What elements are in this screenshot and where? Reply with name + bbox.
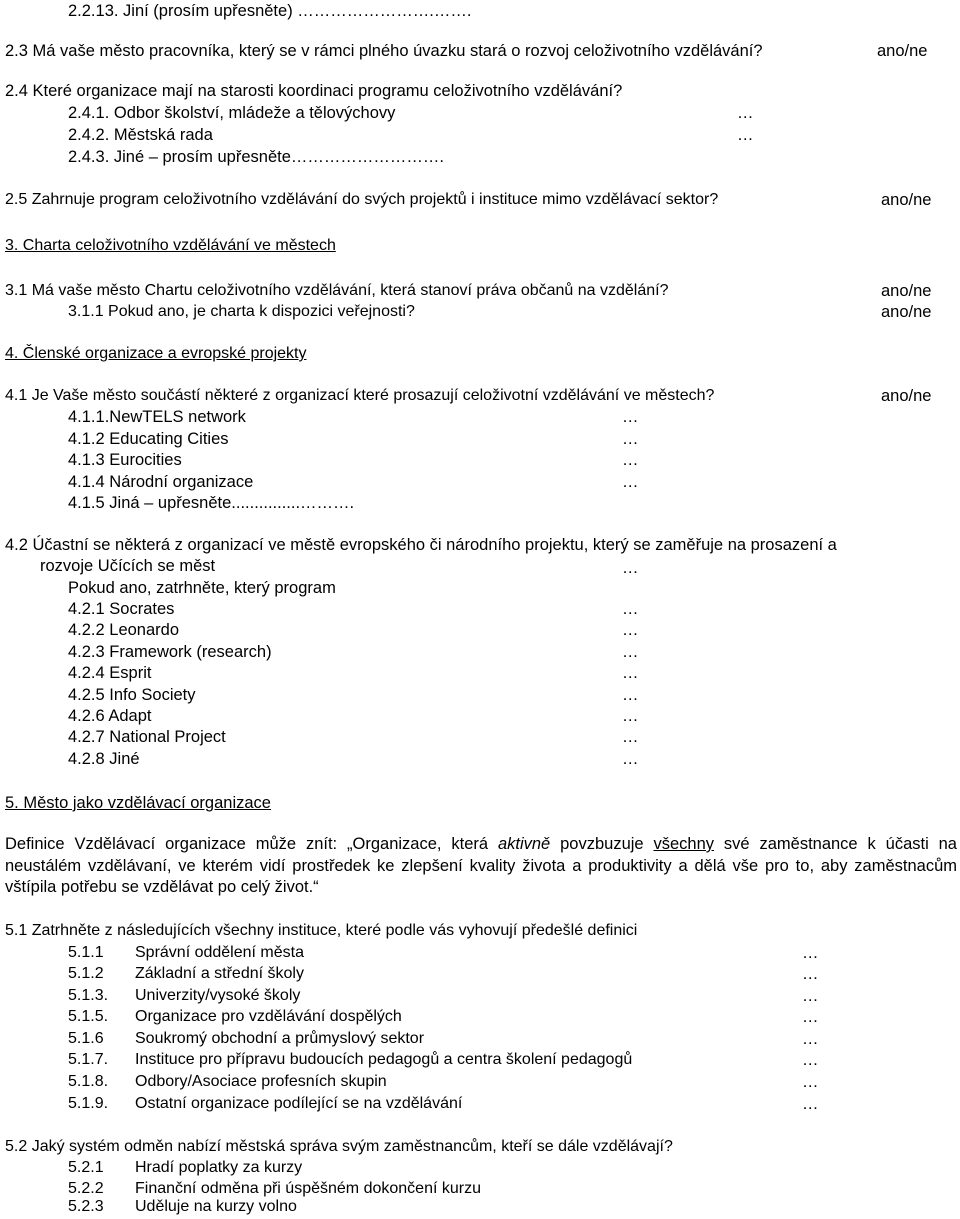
list-item-dots[interactable]: … [622,430,639,448]
list-item-number: 5.2.1 [68,1159,104,1176]
list-item: Finanční odměna při úspěšném dokončení kurzu [135,1180,481,1197]
question-4-2-line2: rozvoje Učících se měst [40,557,216,575]
section-3-heading: 3. Charta celoživotního vzdělávání ve městech [5,237,336,254]
list-item-number: 5.2.3 [68,1198,104,1215]
section-4-heading: 4. Členské organizace a evropské projekty [5,345,307,362]
question-4-2-line1: 4.2 Účastní se některá z organizací ve městě evropského či národního projektu, který se zaměřuje na prosazení a [5,536,837,554]
definition-text-a: Definice Vzdělávací organizace může znít: „Organizace, která [5,835,498,853]
list-item: 4.2.6 Adapt [68,707,152,725]
list-item: 4.2.3 Framework (research) [68,643,272,661]
item-2-4-2-dots[interactable]: … [737,126,754,144]
question-4-2-dots[interactable]: … [622,559,639,577]
answer-3-1[interactable]: ano/ne [881,282,932,300]
list-item-dots[interactable]: … [802,1008,819,1026]
list-item-dots[interactable]: … [622,728,639,746]
list-item: 4.1.1.NewTELS network [68,408,246,426]
list-item-dots[interactable]: … [802,1030,819,1048]
list-item-dots[interactable]: … [802,1073,819,1091]
list-item: 4.1.3 Eurocities [68,451,182,469]
list-item-dots[interactable]: … [622,473,639,491]
list-item-dots[interactable]: … [622,408,639,426]
list-item: Univerzity/vysoké školy [135,987,301,1004]
list-item-dots[interactable]: … [802,987,819,1005]
item-2-4-3: 2.4.3. Jiné – prosím upřesněte………………………. [68,148,444,166]
item-2-4-1: 2.4.1. Odbor školství, mládeže a tělovýchovy [68,104,396,122]
list-item: Soukromý obchodní a průmyslový sektor [135,1030,425,1047]
list-item-number: 5.2.2 [68,1180,104,1197]
list-item-dots[interactable]: … [622,686,639,704]
list-item: Odbory/Asociace profesních skupin [135,1073,387,1090]
answer-2-5[interactable]: ano/ne [881,191,932,209]
list-item-number: 5.1.1 [68,944,104,961]
list-item: Instituce pro přípravu budoucích pedagogů a centra školení pedagogů [135,1051,633,1068]
question-4-1: 4.1 Je Vaše město součástí některé z organizací které prosazují celoživotní vzdělávání ve městech? [5,387,715,404]
item-2-4-2: 2.4.2. Městská rada [68,126,213,144]
item-2-4-1-dots[interactable]: … [737,104,754,122]
answer-3-1-1[interactable]: ano/ne [881,303,932,321]
list-item: 4.1.2 Educating Cities [68,430,229,448]
list-item: 4.2.1 Socrates [68,600,175,618]
question-2-5: 2.5 Zahrnuje program celoživotního vzdělávání do svých projektů i instituce mimo vzdělávací sektor? [5,191,719,208]
question-3-1-1: 3.1.1 Pokud ano, je charta k dispozici veřejnosti? [68,303,415,320]
list-item-dots[interactable]: … [622,750,639,768]
question-3-1: 3.1 Má vaše město Chartu celoživotního vzdělávání, která stanoví práva občanů na vzdělání? [5,282,669,299]
definition-text-c: své zaměstnance k účasti na neustálém vzdělávaní, ve kterém vidí prostředek ke zlepšení kvality života a produktivity a dělá vše pro to, aby zaměstnacům vštípila potřebu se vzdělávat po celý život.“ [5,835,957,896]
question-5-2: 5.2 Jaký systém odměn nabízí městská správa svým zaměstnancům, kteří se dále vzdělávají? [5,1138,673,1155]
list-item: 4.1.4 Národní organizace [68,473,254,491]
list-item: 4.2.4 Esprit [68,664,152,682]
definition-text-b: povzbuzuje [550,835,654,853]
list-item-number: 5.1.3. [68,987,109,1004]
question-4-2-sub: Pokud ano, zatrhněte, který program [68,579,336,597]
item-2-2-13: 2.2.13. Jiní (prosím upřesněte) …………………….……. [68,2,472,20]
list-item-number: 5.1.6 [68,1030,104,1047]
list-item-dots[interactable]: … [622,664,639,682]
answer-4-1[interactable]: ano/ne [881,387,932,405]
list-item-number: 5.1.8. [68,1073,109,1090]
list-item-number: 5.1.7. [68,1051,109,1068]
list-item-dots[interactable]: … [622,643,639,661]
list-item-number: 5.1.2 [68,965,104,982]
list-item: Uděluje na kurzy volno [135,1198,297,1215]
list-item: Ostatní organizace podílející se na vzdělávání [135,1095,463,1112]
list-item: Základní a střední školy [135,965,304,982]
list-item: 4.2.5 Info Society [68,686,196,704]
list-item-number: 5.1.5. [68,1008,109,1025]
list-item-dots[interactable]: … [802,1051,819,1069]
question-2-4: 2.4 Které organizace mají na starosti koordinaci programu celoživotního vzdělávání? [5,82,623,100]
definition-emphasis: aktivně [497,835,551,853]
list-item-dots[interactable]: … [802,944,819,962]
section-5-heading: 5. Město jako vzdělávací organizace [5,794,271,812]
question-5-1: 5.1 Zatrhněte z následujících všechny instituce, které podle vás vyhovují předešlé definici [5,922,638,939]
list-item-number: 5.1.9. [68,1095,109,1112]
definition-underlined: všechny [653,835,715,853]
list-item: Hradí poplatky za kurzy [135,1159,303,1176]
list-item: 4.2.7 National Project [68,728,226,746]
list-item-dots[interactable]: … [622,451,639,469]
question-2-3: 2.3 Má vaše město pracovníka, který se v rámci plného úvazku stará o rozvoj celoživotního vzdělávání? [5,42,763,60]
list-item-dots[interactable]: … [802,1095,819,1113]
list-item: Organizace pro vzdělávání dospělých [135,1008,402,1025]
list-item-dots[interactable]: … [802,965,819,983]
list-item-dots[interactable]: … [622,707,639,725]
list-item-dots[interactable]: … [622,621,639,639]
definition-paragraph [5,834,957,899]
list-item-dots[interactable]: … [622,600,639,618]
list-item: 4.2.8 Jiné [68,750,140,768]
answer-2-3[interactable]: ano/ne [877,42,928,60]
list-item: 4.1.5 Jiná – upřesněte...............………. [68,494,355,512]
list-item: 4.2.2 Leonardo [68,621,180,639]
list-item: Správní oddělení města [135,944,304,961]
